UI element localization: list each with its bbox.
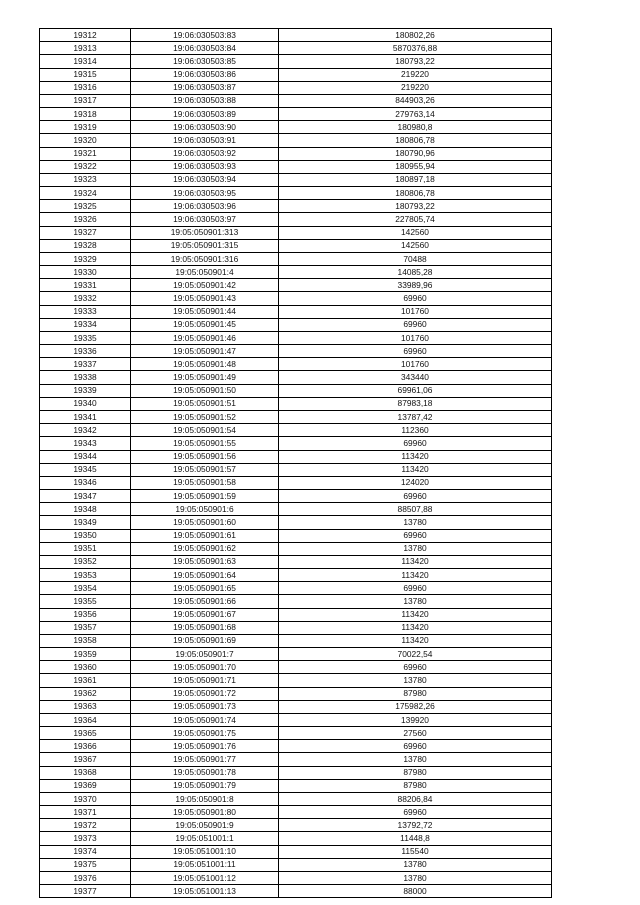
table-row	[40, 108, 552, 121]
cadastral-number-cell: 19:06:030503:97	[131, 213, 279, 226]
table-row	[40, 239, 552, 252]
table-row	[40, 371, 552, 384]
value-cell: 180790,96	[279, 147, 552, 160]
cadastral-number-cell: 19:05:050901:52	[131, 410, 279, 423]
row-number-cell: 19377	[40, 885, 131, 898]
cadastral-number-cell: 19:05:050901:69	[131, 634, 279, 647]
row-number-cell: 19329	[40, 252, 131, 265]
row-number-cell: 19373	[40, 832, 131, 845]
table-row	[40, 345, 552, 358]
cadastral-number-cell: 19:06:030503:84	[131, 42, 279, 55]
cadastral-number-cell: 19:05:050901:67	[131, 608, 279, 621]
row-number-cell: 19320	[40, 134, 131, 147]
cadastral-number-cell: 19:05:051001:13	[131, 885, 279, 898]
table-row	[40, 252, 552, 265]
row-number-cell: 19358	[40, 634, 131, 647]
cadastral-number-cell: 19:05:050901:4	[131, 266, 279, 279]
cadastral-number-cell: 19:05:050901:55	[131, 437, 279, 450]
table-row	[40, 437, 552, 450]
value-cell: 113420	[279, 634, 552, 647]
cadastral-number-cell: 19:06:030503:90	[131, 121, 279, 134]
cadastral-number-cell: 19:05:050901:313	[131, 226, 279, 239]
row-number-cell: 19363	[40, 700, 131, 713]
cadastral-number-cell: 19:05:050901:6	[131, 503, 279, 516]
row-number-cell: 19353	[40, 569, 131, 582]
table-row	[40, 94, 552, 107]
cadastral-number-cell: 19:05:050901:75	[131, 727, 279, 740]
cadastral-number-cell: 19:05:050901:63	[131, 555, 279, 568]
cadastral-number-cell: 19:05:050901:54	[131, 424, 279, 437]
table-row	[40, 621, 552, 634]
table-row	[40, 753, 552, 766]
row-number-cell: 19335	[40, 331, 131, 344]
table-row	[40, 845, 552, 858]
cadastral-number-cell: 19:05:050901:46	[131, 331, 279, 344]
value-cell: 142560	[279, 239, 552, 252]
value-cell: 142560	[279, 226, 552, 239]
cadastral-number-cell: 19:05:050901:80	[131, 806, 279, 819]
cadastral-number-cell: 19:05:050901:76	[131, 740, 279, 753]
row-number-cell: 19367	[40, 753, 131, 766]
table-row	[40, 648, 552, 661]
value-cell: 343440	[279, 371, 552, 384]
table-row	[40, 410, 552, 423]
cadastral-number-cell: 19:06:030503:96	[131, 200, 279, 213]
row-number-cell: 19372	[40, 819, 131, 832]
value-cell: 87983,18	[279, 397, 552, 410]
table-row	[40, 397, 552, 410]
cadastral-number-cell: 19:05:050901:47	[131, 345, 279, 358]
row-number-cell: 19324	[40, 187, 131, 200]
cadastral-number-cell: 19:05:050901:51	[131, 397, 279, 410]
row-number-cell: 19332	[40, 292, 131, 305]
value-cell: 13780	[279, 753, 552, 766]
value-cell: 180802,26	[279, 29, 552, 42]
value-cell: 5870376,88	[279, 42, 552, 55]
cadastral-number-cell: 19:05:050901:60	[131, 516, 279, 529]
value-cell: 180980,8	[279, 121, 552, 134]
value-cell: 101760	[279, 305, 552, 318]
row-number-cell: 19340	[40, 397, 131, 410]
cadastral-number-cell: 19:05:050901:44	[131, 305, 279, 318]
row-number-cell: 19352	[40, 555, 131, 568]
value-cell: 70022,54	[279, 648, 552, 661]
value-cell: 69960	[279, 529, 552, 542]
table-row	[40, 792, 552, 805]
row-number-cell: 19321	[40, 147, 131, 160]
cadastral-number-cell: 19:05:050901:64	[131, 569, 279, 582]
table-row	[40, 226, 552, 239]
row-number-cell: 19343	[40, 437, 131, 450]
table-row	[40, 806, 552, 819]
cadastral-number-cell: 19:06:030503:85	[131, 55, 279, 68]
row-number-cell: 19351	[40, 542, 131, 555]
value-cell: 13792,72	[279, 819, 552, 832]
table-row	[40, 213, 552, 226]
row-number-cell: 19319	[40, 121, 131, 134]
data-table	[39, 28, 552, 898]
table-row	[40, 503, 552, 516]
cadastral-number-cell: 19:05:050901:77	[131, 753, 279, 766]
row-number-cell: 19328	[40, 239, 131, 252]
value-cell: 88000	[279, 885, 552, 898]
value-cell: 87980	[279, 766, 552, 779]
table-row	[40, 490, 552, 503]
row-number-cell: 19338	[40, 371, 131, 384]
cadastral-number-cell: 19:05:050901:57	[131, 463, 279, 476]
table-row	[40, 872, 552, 885]
cadastral-number-cell: 19:05:050901:56	[131, 450, 279, 463]
value-cell: 113420	[279, 621, 552, 634]
row-number-cell: 19317	[40, 94, 131, 107]
table-row	[40, 687, 552, 700]
row-number-cell: 19359	[40, 648, 131, 661]
row-number-cell: 19357	[40, 621, 131, 634]
value-cell: 227805,74	[279, 213, 552, 226]
value-cell: 219220	[279, 68, 552, 81]
row-number-cell: 19375	[40, 858, 131, 871]
value-cell: 113420	[279, 555, 552, 568]
value-cell: 69960	[279, 318, 552, 331]
row-number-cell: 19370	[40, 792, 131, 805]
value-cell: 88206,84	[279, 792, 552, 805]
cadastral-number-cell: 19:05:050901:43	[131, 292, 279, 305]
value-cell: 101760	[279, 358, 552, 371]
value-cell: 219220	[279, 81, 552, 94]
value-cell: 69960	[279, 437, 552, 450]
row-number-cell: 19346	[40, 476, 131, 489]
cadastral-number-cell: 19:06:030503:89	[131, 108, 279, 121]
cadastral-number-cell: 19:05:050901:61	[131, 529, 279, 542]
table-row	[40, 450, 552, 463]
table-row	[40, 187, 552, 200]
cadastral-number-cell: 19:05:050901:62	[131, 542, 279, 555]
cadastral-number-cell: 19:05:050901:66	[131, 595, 279, 608]
cadastral-number-cell: 19:05:050901:8	[131, 792, 279, 805]
table-row	[40, 173, 552, 186]
value-cell: 13780	[279, 872, 552, 885]
cadastral-number-cell: 19:06:030503:95	[131, 187, 279, 200]
value-cell: 13787,42	[279, 410, 552, 423]
value-cell: 27560	[279, 727, 552, 740]
value-cell: 113420	[279, 450, 552, 463]
row-number-cell: 19323	[40, 173, 131, 186]
cadastral-number-cell: 19:05:050901:48	[131, 358, 279, 371]
table-row	[40, 832, 552, 845]
value-cell: 13780	[279, 858, 552, 871]
table-row	[40, 279, 552, 292]
table-row	[40, 29, 552, 42]
cadastral-number-cell: 19:05:050901:45	[131, 318, 279, 331]
row-number-cell: 19365	[40, 727, 131, 740]
row-number-cell: 19333	[40, 305, 131, 318]
value-cell: 69960	[279, 345, 552, 358]
table-row	[40, 608, 552, 621]
table-row	[40, 121, 552, 134]
table-row	[40, 331, 552, 344]
row-number-cell: 19331	[40, 279, 131, 292]
cadastral-number-cell: 19:05:050901:72	[131, 687, 279, 700]
value-cell: 13780	[279, 674, 552, 687]
row-number-cell: 19347	[40, 490, 131, 503]
row-number-cell: 19341	[40, 410, 131, 423]
cadastral-number-cell: 19:05:050901:78	[131, 766, 279, 779]
value-cell: 13780	[279, 595, 552, 608]
table-row	[40, 779, 552, 792]
cadastral-number-cell: 19:05:050901:58	[131, 476, 279, 489]
table-row	[40, 463, 552, 476]
cadastral-number-cell: 19:05:050901:50	[131, 384, 279, 397]
cadastral-number-cell: 19:05:051001:11	[131, 858, 279, 871]
value-cell: 180806,78	[279, 134, 552, 147]
table-row	[40, 200, 552, 213]
cadastral-number-cell: 19:05:051001:10	[131, 845, 279, 858]
row-number-cell: 19313	[40, 42, 131, 55]
table-row	[40, 858, 552, 871]
row-number-cell: 19312	[40, 29, 131, 42]
value-cell: 87980	[279, 779, 552, 792]
cadastral-number-cell: 19:05:050901:70	[131, 661, 279, 674]
cadastral-number-cell: 19:05:050901:68	[131, 621, 279, 634]
value-cell: 87980	[279, 687, 552, 700]
row-number-cell: 19326	[40, 213, 131, 226]
row-number-cell: 19345	[40, 463, 131, 476]
cadastral-number-cell: 19:06:030503:92	[131, 147, 279, 160]
value-cell: 139920	[279, 713, 552, 726]
table-row	[40, 727, 552, 740]
row-number-cell: 19368	[40, 766, 131, 779]
cadastral-number-cell: 19:05:050901:49	[131, 371, 279, 384]
table-row	[40, 476, 552, 489]
table-row	[40, 542, 552, 555]
cadastral-number-cell: 19:06:030503:91	[131, 134, 279, 147]
table-row	[40, 595, 552, 608]
cadastral-number-cell: 19:05:050901:42	[131, 279, 279, 292]
cadastral-number-cell: 19:05:050901:59	[131, 490, 279, 503]
table-row	[40, 384, 552, 397]
table-row	[40, 305, 552, 318]
value-cell: 180806,78	[279, 187, 552, 200]
row-number-cell: 19350	[40, 529, 131, 542]
row-number-cell: 19376	[40, 872, 131, 885]
row-number-cell: 19356	[40, 608, 131, 621]
table-row	[40, 42, 552, 55]
value-cell: 69960	[279, 292, 552, 305]
cadastral-number-cell: 19:05:050901:71	[131, 674, 279, 687]
table-row	[40, 713, 552, 726]
row-number-cell: 19314	[40, 55, 131, 68]
table-row	[40, 147, 552, 160]
table-row	[40, 661, 552, 674]
value-cell: 33989,96	[279, 279, 552, 292]
row-number-cell: 19318	[40, 108, 131, 121]
cadastral-number-cell: 19:05:050901:9	[131, 819, 279, 832]
table-row	[40, 634, 552, 647]
table-row	[40, 516, 552, 529]
row-number-cell: 19362	[40, 687, 131, 700]
value-cell: 112360	[279, 424, 552, 437]
table-row	[40, 569, 552, 582]
cadastral-number-cell: 19:05:051001:1	[131, 832, 279, 845]
value-cell: 88507,88	[279, 503, 552, 516]
row-number-cell: 19364	[40, 713, 131, 726]
table-row	[40, 555, 552, 568]
row-number-cell: 19325	[40, 200, 131, 213]
value-cell: 180955,94	[279, 160, 552, 173]
row-number-cell: 19354	[40, 582, 131, 595]
row-number-cell: 19349	[40, 516, 131, 529]
value-cell: 279763,14	[279, 108, 552, 121]
cadastral-number-cell: 19:05:050901:7	[131, 648, 279, 661]
table-row	[40, 582, 552, 595]
cadastral-number-cell: 19:06:030503:83	[131, 29, 279, 42]
value-cell: 844903,26	[279, 94, 552, 107]
table-row	[40, 700, 552, 713]
value-cell: 69960	[279, 582, 552, 595]
table-row	[40, 674, 552, 687]
value-cell: 124020	[279, 476, 552, 489]
value-cell: 69960	[279, 661, 552, 674]
value-cell: 13780	[279, 516, 552, 529]
row-number-cell: 19316	[40, 81, 131, 94]
row-number-cell: 19371	[40, 806, 131, 819]
row-number-cell: 19369	[40, 779, 131, 792]
row-number-cell: 19315	[40, 68, 131, 81]
table-row	[40, 55, 552, 68]
cadastral-number-cell: 19:06:030503:93	[131, 160, 279, 173]
row-number-cell: 19342	[40, 424, 131, 437]
table-row	[40, 885, 552, 898]
row-number-cell: 19322	[40, 160, 131, 173]
value-cell: 101760	[279, 331, 552, 344]
value-cell: 14085,28	[279, 266, 552, 279]
cadastral-number-cell: 19:05:050901:315	[131, 239, 279, 252]
row-number-cell: 19374	[40, 845, 131, 858]
cadastral-number-cell: 19:05:050901:316	[131, 252, 279, 265]
row-number-cell: 19337	[40, 358, 131, 371]
row-number-cell: 19366	[40, 740, 131, 753]
value-cell: 11448,8	[279, 832, 552, 845]
table-row	[40, 160, 552, 173]
value-cell: 70488	[279, 252, 552, 265]
cadastral-number-cell: 19:05:050901:79	[131, 779, 279, 792]
value-cell: 115540	[279, 845, 552, 858]
table-row	[40, 134, 552, 147]
cadastral-number-cell: 19:05:051001:12	[131, 872, 279, 885]
cadastral-number-cell: 19:06:030503:87	[131, 81, 279, 94]
value-cell: 113420	[279, 569, 552, 582]
row-number-cell: 19360	[40, 661, 131, 674]
row-number-cell: 19339	[40, 384, 131, 397]
row-number-cell: 19336	[40, 345, 131, 358]
row-number-cell: 19361	[40, 674, 131, 687]
value-cell: 69960	[279, 490, 552, 503]
row-number-cell: 19334	[40, 318, 131, 331]
table-row	[40, 81, 552, 94]
table-row	[40, 740, 552, 753]
table-body	[40, 29, 552, 898]
value-cell: 13780	[279, 542, 552, 555]
value-cell: 113420	[279, 608, 552, 621]
cadastral-number-cell: 19:05:050901:74	[131, 713, 279, 726]
table-row	[40, 68, 552, 81]
value-cell: 180897,18	[279, 173, 552, 186]
row-number-cell: 19330	[40, 266, 131, 279]
value-cell: 69960	[279, 740, 552, 753]
value-cell: 180793,22	[279, 200, 552, 213]
value-cell: 69961,06	[279, 384, 552, 397]
value-cell: 69960	[279, 806, 552, 819]
cadastral-number-cell: 19:05:050901:73	[131, 700, 279, 713]
table-row	[40, 766, 552, 779]
table-row	[40, 292, 552, 305]
table-row	[40, 358, 552, 371]
value-cell: 113420	[279, 463, 552, 476]
cadastral-number-cell: 19:05:050901:65	[131, 582, 279, 595]
table-row	[40, 819, 552, 832]
row-number-cell: 19348	[40, 503, 131, 516]
row-number-cell: 19327	[40, 226, 131, 239]
cadastral-number-cell: 19:06:030503:94	[131, 173, 279, 186]
row-number-cell: 19344	[40, 450, 131, 463]
cadastral-number-cell: 19:06:030503:88	[131, 94, 279, 107]
table-row	[40, 424, 552, 437]
table-row	[40, 318, 552, 331]
cadastral-number-cell: 19:06:030503:86	[131, 68, 279, 81]
table-row	[40, 529, 552, 542]
value-cell: 180793,22	[279, 55, 552, 68]
table-row	[40, 266, 552, 279]
row-number-cell: 19355	[40, 595, 131, 608]
value-cell: 175982,26	[279, 700, 552, 713]
